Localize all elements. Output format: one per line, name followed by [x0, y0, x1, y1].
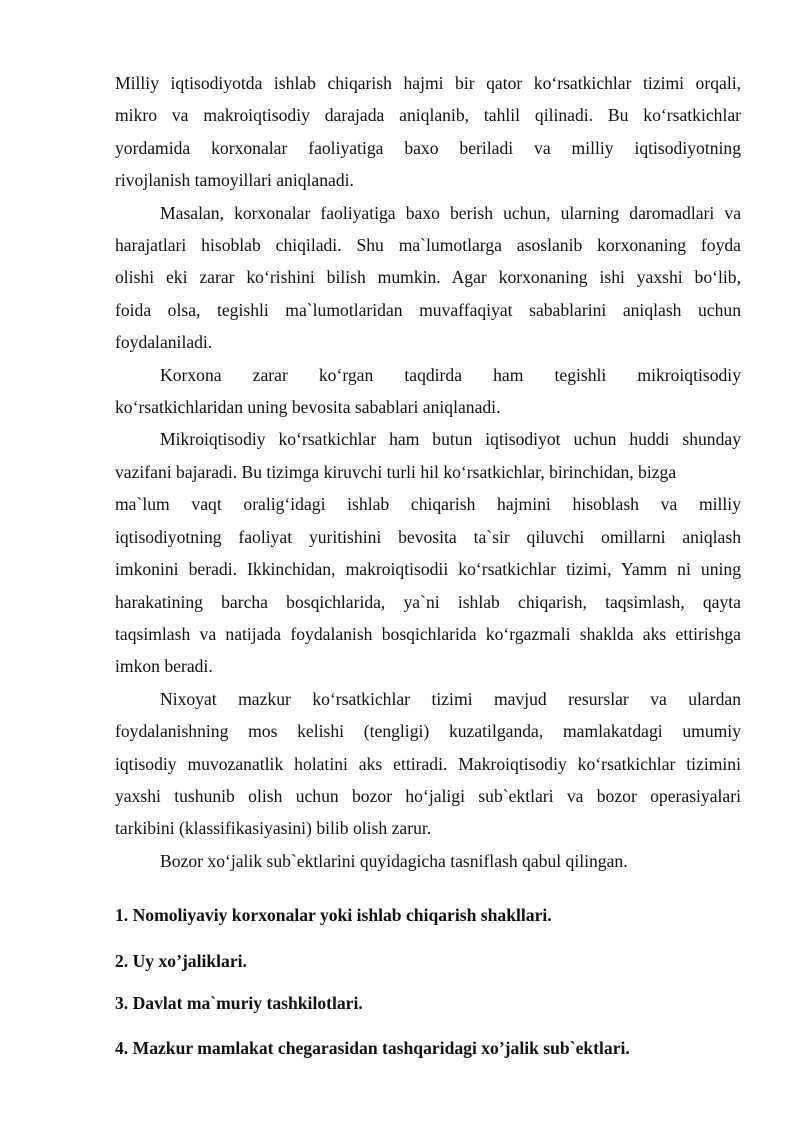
text-line: olishi eki zarar ko‘rishini bilish mumkin. Agar korxonaning ishi yaxshi bo‘lib,: [115, 267, 741, 288]
text-line: Milliy iqtisodiyotda ishlab chiqarish hajmi bir qator ko‘rsatkichlar tizimi orqali,: [115, 73, 741, 93]
text-line: imkon beradi.: [115, 656, 213, 677]
text-line: iqtisodiy muvozanatlik holatini aks ettiradi. Makroiqtisodiy ko‘rsatkichlar tizimini: [115, 753, 741, 774]
paragraph-3: [115, 359, 741, 424]
paragraph-5: [115, 683, 741, 845]
text-line: harajatlari hisoblab chiqiladi. Shu ma`lumotlarga asoslanib korxonaning foyda: [115, 235, 741, 256]
text-line: foydalanishning mos kelishi (tengligi) kuzatilganda, mamlakatdagi umumiy: [115, 721, 741, 742]
text-line: harakatining barcha bosqichlarida, ya`ni ishlab chiqarish, taqsimlash, qayta: [115, 591, 741, 612]
text-line: Masalan, korxonalar faoliyatiga baxo berish uchun, ularning daromadlari va: [160, 202, 741, 223]
text-line: Mikroiqtisodiy ko‘rsatkichlar ham butun iqtisodiyot uchun huddi shunday: [160, 429, 741, 450]
text-line: iqtisodiyotning faoliyat yuritishini bevosita ta`sir qiluvchi omillarni aniqlash: [115, 526, 741, 547]
text-line: foida olsa, tegishli ma`lumotlaridan muvaffaqiyat sabablarini aniqlash uchun: [115, 299, 741, 320]
paragraph-4: [115, 423, 741, 682]
text-line: Nixoyat mazkur ko‘rsatkichlar tizimi mavjud resurslar va ulardan: [160, 688, 741, 709]
text-line: Bozor xo‘jalik sub`ektlarini quyidagicha tasniflash qabul qilingan.: [160, 850, 628, 871]
text-line: ma`lum vaqt oralig‘idagi ishlab chiqarish hajmini hisoblash va milliy: [115, 494, 741, 515]
list-item: 2. Uy xo’jaliklari.: [115, 951, 247, 971]
text-line: yaxshi tushunib olish uchun bozor ho‘jaligi sub`ektlari va bozor operasiyalari: [115, 785, 741, 806]
list-item: 1. Nomoliyaviy korxonalar yoki ishlab chiqarish shakllari.: [115, 905, 552, 925]
document-page: [115, 67, 741, 1058]
text-line: foydalaniladi.: [115, 332, 213, 353]
text-line: tarkibini (klassifikasiyasini) bilib olish zarur.: [115, 818, 432, 839]
text-line: vazifani bajaradi. Bu tizimga kiruvchi turli hil ko‘rsatkichlar, birinchidan, bizga: [115, 461, 677, 482]
paragraph-1: [115, 67, 741, 197]
text-line: ko‘rsatkichlaridan uning bevosita sabablari aniqlanadi.: [115, 397, 501, 418]
text-line: Korxona zarar ko‘rgan taqdirda ham tegishli mikroiqtisodiy: [160, 364, 741, 385]
list-item: 4. Mazkur mamlakat chegarasidan tashqaridagi xo’jalik sub`ektlari.: [115, 1038, 630, 1058]
text-line: rivojlanish tamoyillari aniqlanadi.: [115, 170, 354, 191]
text-line: mikro va makroiqtisodiy darajada aniqlanib, tahlil qilinadi. Bu ko‘rsatkichlar: [115, 105, 741, 126]
paragraph-2: [115, 197, 741, 359]
text-line: imkonini beradi. Ikkinchidan, makroiqtisodii ko‘rsatkichlar tizimi, Yamm ni uning: [115, 559, 741, 580]
list-item: 3. Davlat ma`muriy tashkilotlari.: [115, 993, 363, 1013]
text-line: taqsimlash va natijada foydalanish bosqichlarida ko‘rgazmali shaklda aks ettirishga: [115, 623, 741, 644]
paragraph-6: [115, 845, 741, 877]
text-line: yordamida korxonalar faoliyatiga baxo beriladi va milliy iqtisodiyotning: [115, 137, 741, 158]
